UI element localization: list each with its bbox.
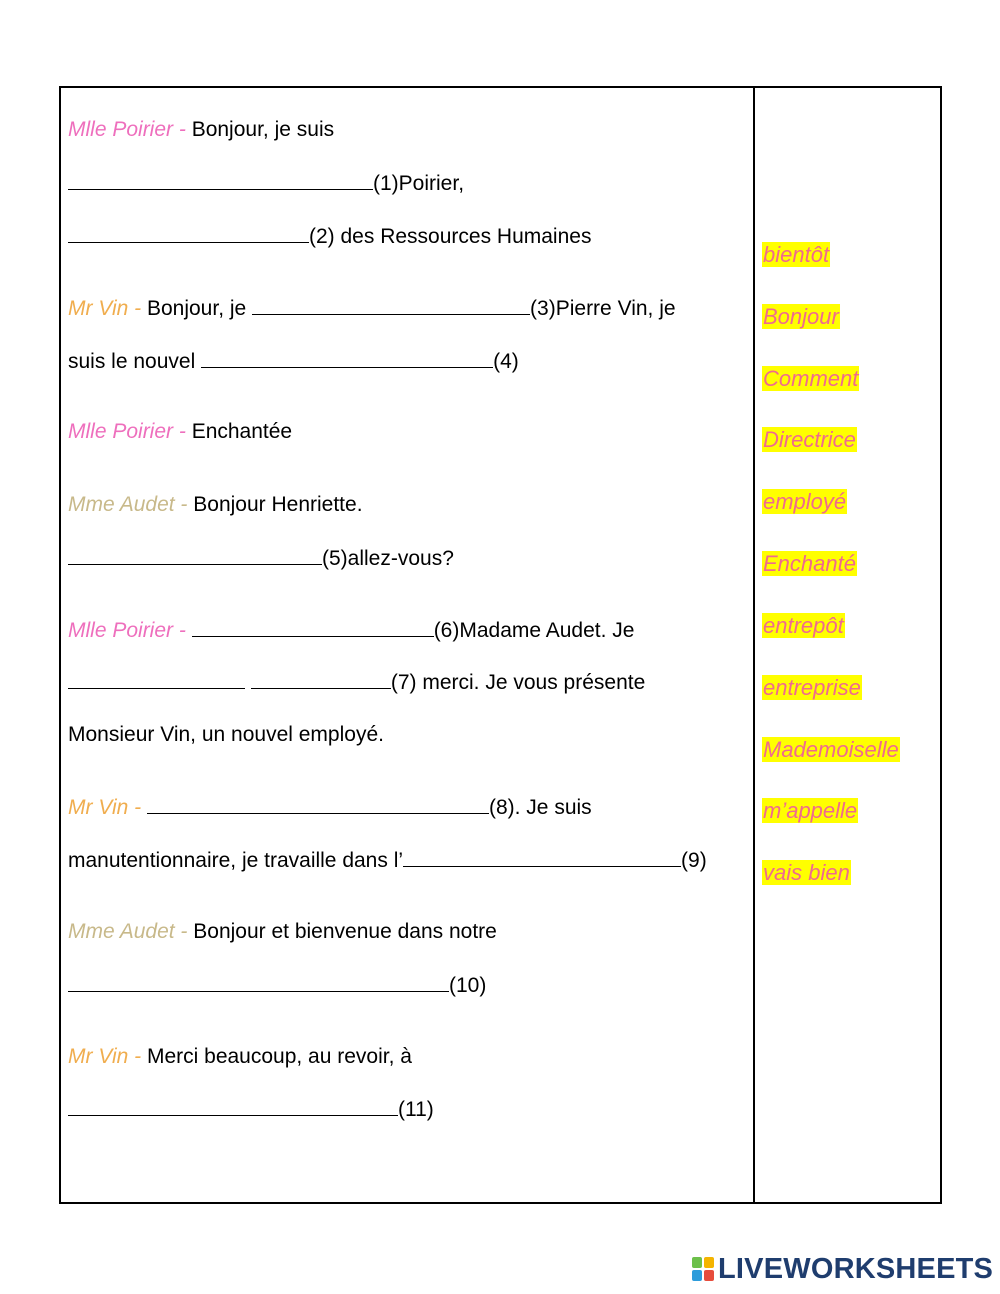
dialogue-line-10 — [68, 668, 645, 697]
dialogue-text: (1)Poirier, — [373, 172, 465, 195]
blank-6[interactable] — [192, 616, 434, 637]
speaker-label: Mlle Poirier - — [68, 420, 192, 443]
dialogue-line-11 — [68, 721, 384, 749]
blank-11[interactable] — [68, 1095, 398, 1116]
word-bank-item: Enchanté — [763, 551, 856, 576]
speaker-label: Mr Vin - — [68, 1045, 147, 1068]
word-bank-item: Mademoiselle — [763, 737, 899, 762]
liveworksheets-logo — [692, 1254, 993, 1284]
word-bank-item: Comment — [763, 366, 859, 391]
dialogue-line-13 — [68, 846, 707, 875]
word-bank-item: vais bien — [763, 860, 850, 885]
word-bank-item: Directrice — [763, 427, 856, 452]
dialogue-line-17 — [68, 1095, 434, 1124]
dialogue-text: (7) merci. Je vous présente — [390, 671, 646, 694]
dialogue-text: (3)Pierre Vin, je — [530, 297, 676, 320]
dialogue-text: (6)Madame Audet. Je — [433, 619, 635, 642]
dialogue-text: suis le nouvel — [68, 350, 202, 373]
word-bank-item: employé — [763, 489, 847, 514]
blank-2[interactable] — [68, 222, 309, 243]
dialogue-text: (5)allez-vous? — [322, 547, 454, 570]
dialogue-line-4 — [68, 294, 676, 323]
speaker-label: Mlle Poirier - — [68, 619, 192, 642]
dialogue-text: (4) — [493, 350, 519, 373]
dialogue-text: Bonjour, je — [146, 297, 253, 320]
dialogue-line-5 — [68, 347, 519, 376]
blank-8[interactable] — [147, 793, 489, 814]
dialogue-text: Bonjour et bienvenue dans notre — [193, 920, 497, 943]
speaker-label: Mr Vin - — [68, 796, 147, 819]
dialogue-line-16 — [68, 1043, 412, 1071]
blank-3[interactable] — [252, 294, 530, 315]
dialogue-line-9 — [68, 616, 634, 645]
dialogue-line-8 — [68, 544, 454, 573]
speaker-label: Mr Vin - — [68, 297, 147, 320]
dialogue-text: manutentionnaire, je travaille dans l’ — [68, 849, 404, 872]
brand-name: LIVEWORKSHEETS — [718, 1252, 994, 1285]
dialogue-text: Bonjour Henriette. — [193, 493, 363, 516]
column-divider — [753, 86, 755, 1204]
dialogue-text: (8). Je suis — [488, 796, 592, 819]
dialogue-text: (11) — [398, 1098, 434, 1121]
dialogue-text: (10) — [449, 974, 487, 997]
dialogue-line-2 — [68, 169, 464, 198]
speaker-label: Mlle Poirier - — [68, 118, 192, 141]
speaker-label: Mme Audet - — [68, 920, 194, 943]
dialogue-line-12 — [68, 793, 592, 822]
dialogue-line-3 — [68, 222, 591, 251]
word-bank-item: bientôt — [763, 242, 830, 267]
blank-7b[interactable] — [251, 668, 391, 689]
dialogue-text: Merci beaucoup, au revoir, à — [146, 1045, 412, 1068]
dialogue-text: (2) des Ressources Humaines — [309, 225, 592, 248]
dialogue-line-7 — [68, 491, 363, 519]
blank-10[interactable] — [68, 971, 449, 992]
dialogue-text: Bonjour, je suis — [191, 118, 335, 141]
dialogue-text: Monsieur Vin, un nouvel employé. — [68, 723, 384, 746]
dialogue-line-6 — [68, 418, 292, 446]
dialogue-line-15 — [68, 971, 486, 1000]
blank-7a[interactable] — [68, 668, 245, 689]
speaker-label: Mme Audet - — [68, 493, 194, 516]
word-bank-item: entreprise — [763, 675, 861, 700]
logo-icon — [692, 1257, 714, 1281]
dialogue-line-14 — [68, 918, 497, 946]
word-bank-item: m’appelle — [763, 798, 858, 823]
word-bank-item: Bonjour — [763, 304, 839, 329]
blank-5[interactable] — [68, 544, 322, 565]
dialogue-text: Enchantée — [191, 420, 293, 443]
blank-9[interactable] — [403, 846, 681, 867]
blank-4[interactable] — [201, 347, 493, 368]
dialogue-text: (9) — [681, 849, 707, 872]
dialogue-line-1 — [68, 116, 334, 144]
blank-1[interactable] — [68, 169, 373, 190]
word-bank-item: entrepôt — [763, 613, 844, 638]
